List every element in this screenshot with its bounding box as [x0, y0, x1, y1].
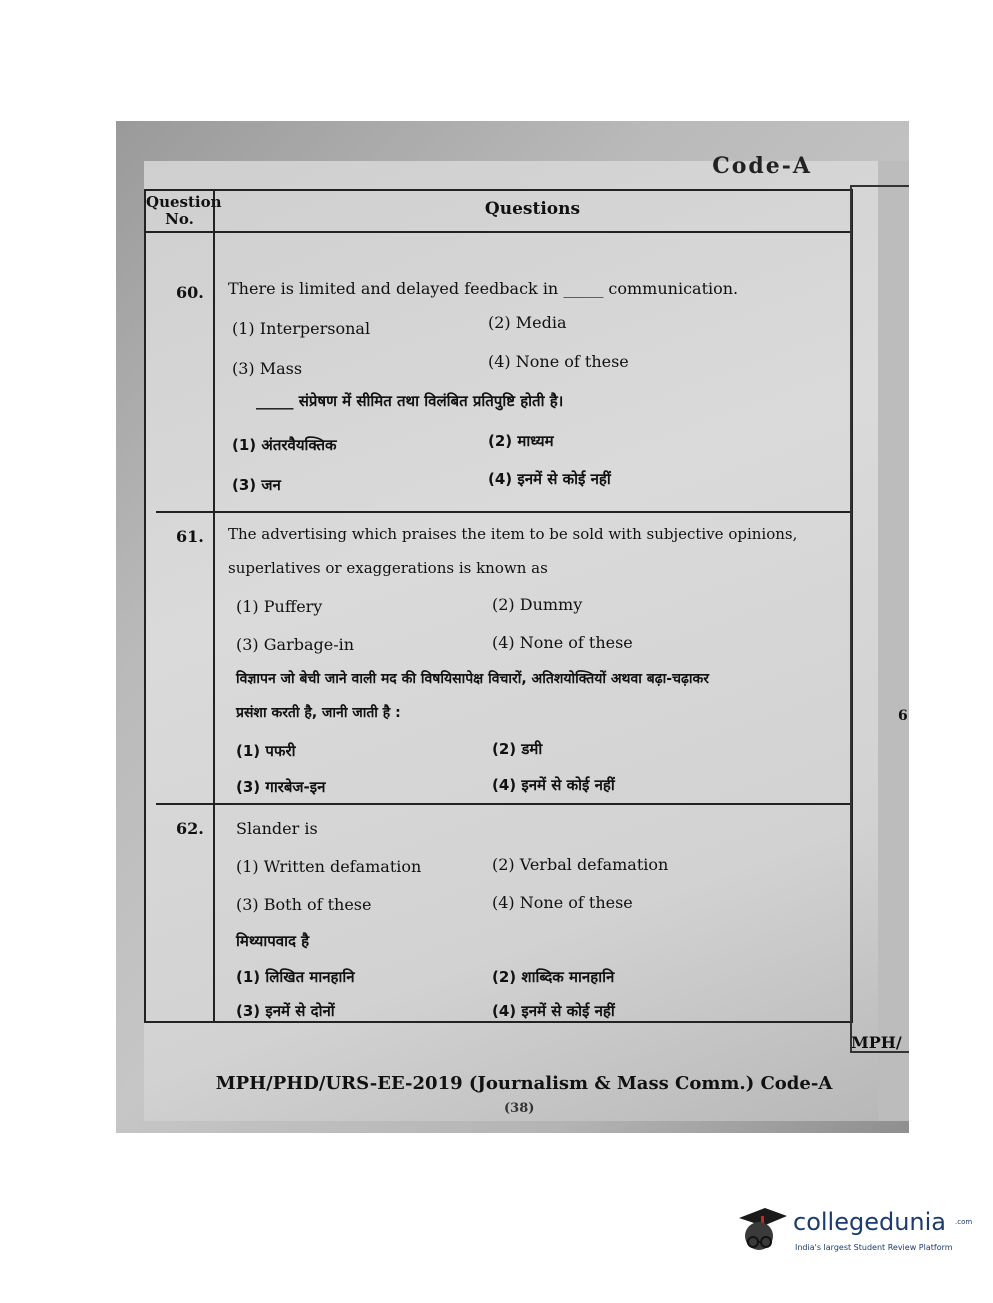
option-2-en: (2) Media [488, 313, 567, 332]
option-3-hi: (3) गारबेज-इन [236, 778, 326, 796]
mascot-icon [735, 1196, 791, 1258]
page-code-header: Code-A [712, 153, 812, 179]
adjacent-page-number: 6 [898, 708, 908, 724]
option-4-en: (4) None of these [492, 633, 633, 652]
option-2-en: (2) Verbal defamation [492, 855, 669, 874]
exam-page [144, 153, 878, 1121]
option-2-hi: (2) शाब्दिक मानहानि [492, 968, 615, 986]
option-4-hi: (4) इनमें से कोई नहीं [492, 776, 615, 794]
logo-tagline: India's largest Student Review Platform [795, 1243, 953, 1252]
table-header [146, 191, 851, 233]
option-3-en: (3) Garbage-in [236, 635, 355, 654]
question-no-header [146, 191, 222, 234]
page-number: (38) [504, 1101, 535, 1116]
question-stem-en-line1: The advertising which praises the item to be sold with subjective opinions, [228, 525, 798, 543]
option-4-hi: (4) इनमें से कोई नहीं [488, 470, 611, 488]
question-number: 61. [176, 527, 204, 546]
option-1-hi: (1) पफरी [236, 742, 296, 760]
questions-header: Questions [484, 199, 581, 219]
option-2-en: (2) Dummy [492, 595, 583, 614]
question-61 [146, 513, 851, 795]
option-2-hi: (2) माध्यम [488, 432, 554, 450]
question-no-header-line2: No. [165, 210, 194, 228]
option-4-en: (4) None of these [488, 352, 629, 371]
option-3-en: (3) Mass [232, 359, 303, 378]
logo-domain: .com [955, 1218, 973, 1226]
question-number: 62. [176, 819, 204, 838]
option-1-en: (1) Puffery [236, 597, 323, 616]
questions-table [144, 189, 853, 1023]
collegedunia-logo [735, 1196, 973, 1266]
option-4-en: (4) None of these [492, 893, 633, 912]
option-2-hi: (2) डमी [492, 740, 543, 758]
option-3-en: (3) Both of these [236, 895, 372, 914]
option-3-hi: (3) जन [232, 476, 281, 494]
adjacent-page-table [850, 185, 909, 1053]
question-stem-hi-line1: विज्ञापन जो बेची जाने वाली मद की विषयिसापेक्ष विचारों, अतिशयोक्तियों अथवा बढ़ा-चढ़ाकर [236, 671, 709, 687]
question-stem-en-line2: superlatives or exaggerations is known as [228, 559, 548, 577]
option-1-hi: (1) अंतरवैयक्तिक [232, 436, 337, 454]
question-stem-en: Slander is [236, 819, 318, 838]
option-3-hi: (3) इनमें से दोनों [236, 1002, 335, 1020]
question-number: 60. [176, 283, 204, 302]
question-stem-en: There is limited and delayed feedback in _____ communication. [228, 279, 739, 298]
adjacent-page-footer: MPH/ [851, 1033, 902, 1052]
scanned-photo [116, 121, 909, 1133]
question-stem-hi: मिथ्यापवाद है [236, 932, 310, 950]
option-4-hi: (4) इनमें से कोई नहीं [492, 1002, 615, 1020]
question-stem-hi-line2: प्रसंशा करती है, जानी जाती है : [236, 705, 401, 721]
option-1-hi: (1) लिखित मानहानि [236, 968, 355, 986]
question-62 [146, 805, 851, 1021]
option-1-en: (1) Written defamation [236, 857, 422, 876]
question-stem-hi: _____ संप्रेषण में सीमित तथा विलंबित प्रतिपुष्टि होती है। [256, 392, 564, 410]
question-no-header-line1: Question [146, 193, 222, 211]
logo-wordmark: collegedunia [793, 1208, 947, 1236]
option-1-en: (1) Interpersonal [232, 319, 371, 338]
page-footer: MPH/PHD/URS-EE-2019 (Journalism & Mass Comm.) Code-A [215, 1073, 833, 1094]
question-60 [146, 231, 851, 511]
